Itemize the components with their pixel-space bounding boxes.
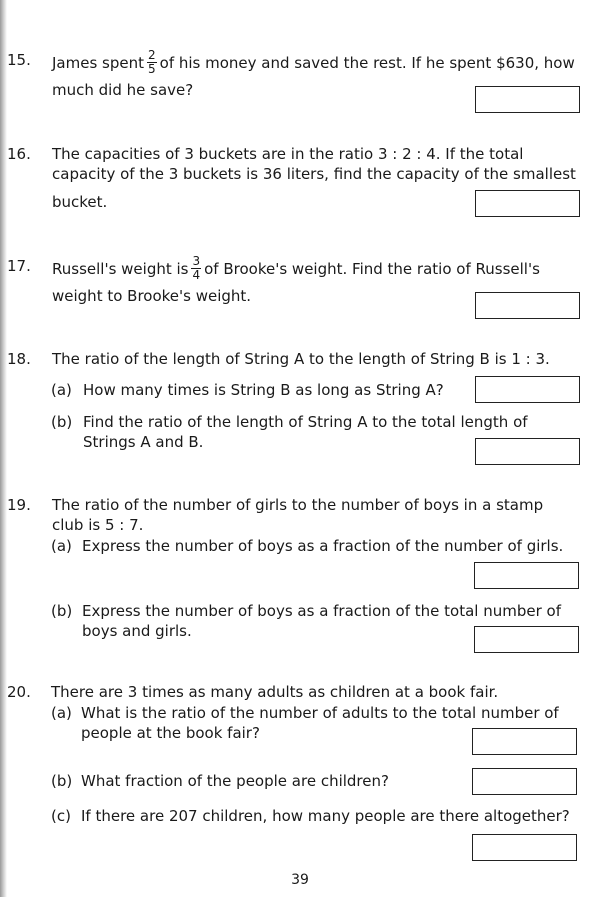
question-number: 18.: [7, 350, 31, 368]
part-a-text: Express the number of boys as a fraction of the number of girls.: [82, 537, 564, 555]
question-text-line2: much did he save?: [52, 81, 194, 99]
fraction-three-quarters: $\frac{3}{4}$: [192, 254, 201, 282]
part-a-text-line1: What is the ratio of the number of adults to the total number of: [81, 704, 559, 722]
fraction-two-fifths: $\frac{2}{5}$: [148, 48, 156, 76]
question-text: Russell's weight is $\frac{3}{4}$ of Brooke's weight. Find the ratio of Russell's: [52, 254, 540, 282]
part-label-b: (b): [51, 413, 73, 431]
question-text-line1: There are 3 times as many adults as children at a book fair.: [51, 683, 499, 701]
part-b-text-line1: Express the number of boys as a fraction of the total number of: [82, 602, 561, 620]
answer-box-a[interactable]: [472, 728, 577, 755]
question-number: 19.: [7, 496, 31, 514]
part-c-text: If there are 207 children, how many people are there altogether?: [81, 807, 570, 825]
part-label-c: (c): [51, 807, 71, 825]
part-label-b: (b): [51, 772, 73, 790]
question-number: 15.: [7, 51, 31, 69]
question-text-line1: The ratio of the number of girls to the number of boys in a stamp: [52, 496, 544, 514]
part-label-b: (b): [51, 602, 73, 620]
answer-box-a[interactable]: [474, 562, 579, 589]
question-text-line1: The capacities of 3 buckets are in the ratio 3 : 2 : 4. If the total: [52, 145, 524, 163]
question-number: 20.: [7, 683, 31, 701]
answer-box-a[interactable]: [475, 376, 580, 403]
answer-box-b[interactable]: [474, 626, 579, 653]
answer-box-b[interactable]: [472, 768, 577, 795]
question-text-line1: The ratio of the length of String A to the length of String B is 1 : 3.: [52, 350, 550, 368]
page-binding-shadow: [0, 0, 7, 897]
question-number: 16.: [7, 145, 31, 163]
answer-box[interactable]: [475, 292, 580, 319]
part-a-text: How many times is String B as long as String A?: [83, 381, 444, 399]
page-number: 39: [291, 872, 309, 888]
answer-box-b[interactable]: [475, 438, 580, 465]
question-text-line3: bucket.: [52, 193, 108, 211]
part-label-a: (a): [51, 381, 72, 399]
question-text-line2: club is 5 : 7.: [52, 516, 144, 534]
answer-box-c[interactable]: [472, 834, 577, 861]
answer-box[interactable]: [475, 190, 580, 217]
part-label-a: (a): [51, 537, 72, 555]
question-text-line2: capacity of the 3 buckets is 36 liters, find the capacity of the smallest: [52, 165, 576, 183]
part-label-a: (a): [51, 704, 72, 722]
part-b-text-line1: Find the ratio of the length of String A to the total length of: [83, 413, 528, 431]
part-b-text-line2: Strings A and B.: [83, 433, 204, 451]
question-text-line2: weight to Brooke's weight.: [52, 287, 252, 305]
part-b-text-line2: boys and girls.: [82, 622, 192, 640]
part-b-text: What fraction of the people are children?: [81, 772, 389, 790]
answer-box[interactable]: [475, 86, 580, 113]
question-text: James spent $\frac{2}{5}$ of his money and saved the rest. If he spent $630, how: [52, 48, 575, 76]
part-a-text-line2: people at the book fair?: [81, 724, 260, 742]
question-number: 17.: [7, 257, 31, 275]
